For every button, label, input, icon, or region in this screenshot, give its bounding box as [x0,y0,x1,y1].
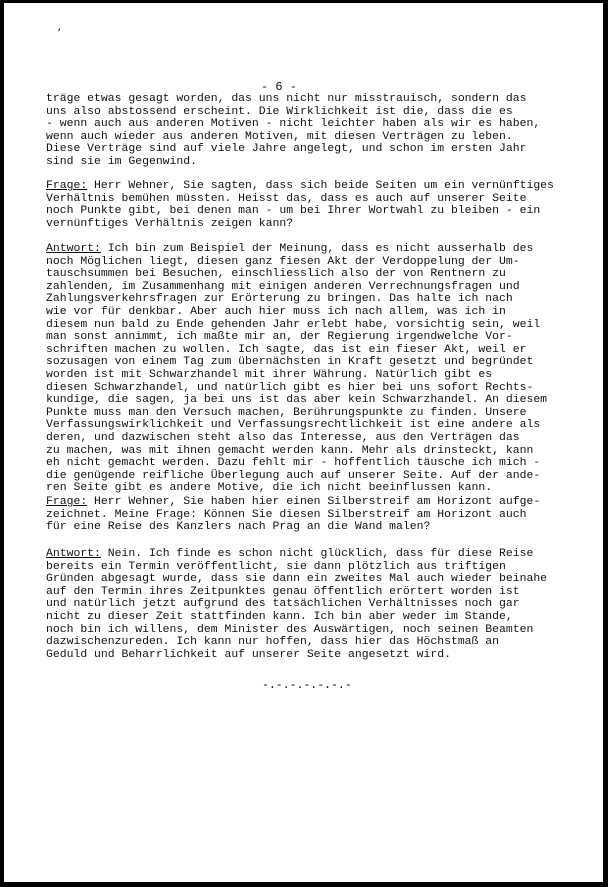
line-text: Nein. Ich finde es schon nicht glücklich, dass für diese Reise [100,547,534,560]
answer-label: Antwort: [46,242,101,255]
answer-paragraph [46,243,547,495]
text-line: diesen Schwarzhandel, und natürlich gibt es hier bei uns sofort Rechts- [46,380,534,394]
question-label: Frage: [46,179,88,192]
text-line: zahlenden, im Zusammenhang mit einigen anderen Verrechnungsfragen und [46,279,520,293]
text-line: schriften machen zu wollen. Ich sagte, das ist ein fieser Akt, weil er [46,342,527,356]
question-paragraph [46,496,540,534]
end-mark: -.-.-.-.-.-.- [262,679,352,692]
text-line: die genügende reifliche Überlegung auch auf unserer Seite. Auf der ande- [46,468,541,482]
answer-label: Antwort: [46,547,101,560]
text-line: diesem nun bald zu Ende gehenden Jahr erlebt habe, vorsichtig sein, weil [46,317,541,331]
text-line: Gründen abgesagt wurde, dass sie dann ein zweites Mal auch wieder beinahe [46,572,548,586]
text-line: man sonst annimmt, ich maßte mir an, der Regierung irgendwelche Vor- [46,330,513,344]
text-line: für eine Reise des Kanzlers nach Prag an die Wand malen? [46,520,431,534]
text-line: uns also abstossend erscheint. Die Wirklichkeit ist die, dass die es [46,104,513,118]
text-line: zeichnet. Meine Frage: Können Sie diesen Silberstreif am Horizont auch [46,507,527,521]
text-line: Zahlungsverkehrsfragen zur Erörterung zu bringen. Das halte ich nach [46,292,513,306]
text-line: zu machen, was mit ihnen gemacht werden kann. Mehr als drinsteckt, kann [46,443,534,457]
text-line: noch Punkte gibt, bei denen man - um bei Ihrer Wortwahl zu bleiben - ein [46,204,541,218]
line-text: Ich bin zum Beispiel der Meinung, dass es nicht ausserhalb des [100,242,534,255]
corner-mark: ’ [56,28,63,39]
text-line: träge etwas gesagt worden, das uns nicht nur misstrauisch, sondern das [46,92,527,105]
text-line: und natürlich jetzt aufgrund des tatsächlichen Verhältnisses noch gar [46,597,520,611]
text-line: noch Möglichen liegt, diesen ganz fiesen Akt der Verdoppelung der Um- [46,254,520,268]
text-line: noch bin ich willens, dem Minister des Auswärtigen, noch seinen Beamten [46,622,534,636]
text-line: Verfassungswirklichkeit und Verfassungsrechtlichkeit ist eine andere als [46,418,541,432]
line-text: Herr Wehner, Sie sagten, dass sich beide Seiten um ein vernünftiges [87,179,554,192]
text-line [46,548,547,561]
page-number: - 6 - [261,80,298,94]
text-line: vernünftiges Verhältnis zeigen kann? [46,216,294,230]
text-line [46,243,547,256]
text-line: bereits ein Termin veröffentlicht, sie dann plötzlich aus triftigen [46,559,506,573]
text-line: wie vor für denkbar. Aber auch hier muss ich nach allem, was ich in [46,304,506,318]
text-line: Punkte muss man den Versuch machen, Berührungspunkte zu finden. Unsere [46,405,527,419]
text-line: Verhältnis bemühen müssten. Heisst das, dass es auch auf unserer Seite [46,191,527,205]
question-paragraph [46,180,554,230]
line-text: Herr Wehner, Sie haben hier einen Silberstreif am Horizont aufge- [87,495,541,508]
text-line: sozusagen von einem Tag zum übernächsten in Kraft gesetzt und begründet [46,355,534,369]
document-page [4,3,603,882]
text-line: dazwischenzureden. Ich kann nur hoffen, dass hier das Höchstmaß an [46,635,499,649]
text-line: auf den Termin ihres Zeitpunktes genau öffentlich erörtert worden ist [46,584,520,598]
intro-paragraph [46,93,540,169]
text-line: eh nicht gemacht werden. Dazu fehlt mir - hoffentlich täusche ich mich - [46,456,541,470]
answer-paragraph [46,548,547,661]
text-line: worden ist mit Schwarzhandel mit ihrer Währung. Natürlich gibt es [46,367,493,381]
text-line: nicht zu dieser Zeit stattfinden kann. Ich bin aber weder im Stande, [46,609,513,623]
question-label: Frage: [46,495,88,508]
text-line: deren, und dazwischen steht also das Interesse, aus den Verträgen das [46,430,520,444]
text-line: kundige, die sagen, ja bei uns ist das aber kein Schwarzhandel. An diesem [46,393,548,407]
text-line: - wenn auch aus anderen Motiven - nicht leichter haben als wir es haben, [46,117,541,131]
text-line: Diese Verträge sind auf viele Jahre angelegt, und schon im ersten Jahr [46,142,527,156]
text-line: ren Seite gibt es andere Motive, die ich nicht beeinflussen kann. [46,481,493,495]
text-line: wenn auch wieder aus anderen Motiven, mit diesen Verträgen zu leben. [46,129,513,143]
text-line: Geduld und Beharrlichkeit auf unserer Seite angesetzt wird. [46,647,451,661]
text-line [46,180,554,193]
text-line: tauschsummen bei Besuchen, einschliesslich also der von Rentnern zu [46,267,506,281]
text-line: sind sie im Gegenwind. [46,154,197,168]
text-line [46,496,540,509]
